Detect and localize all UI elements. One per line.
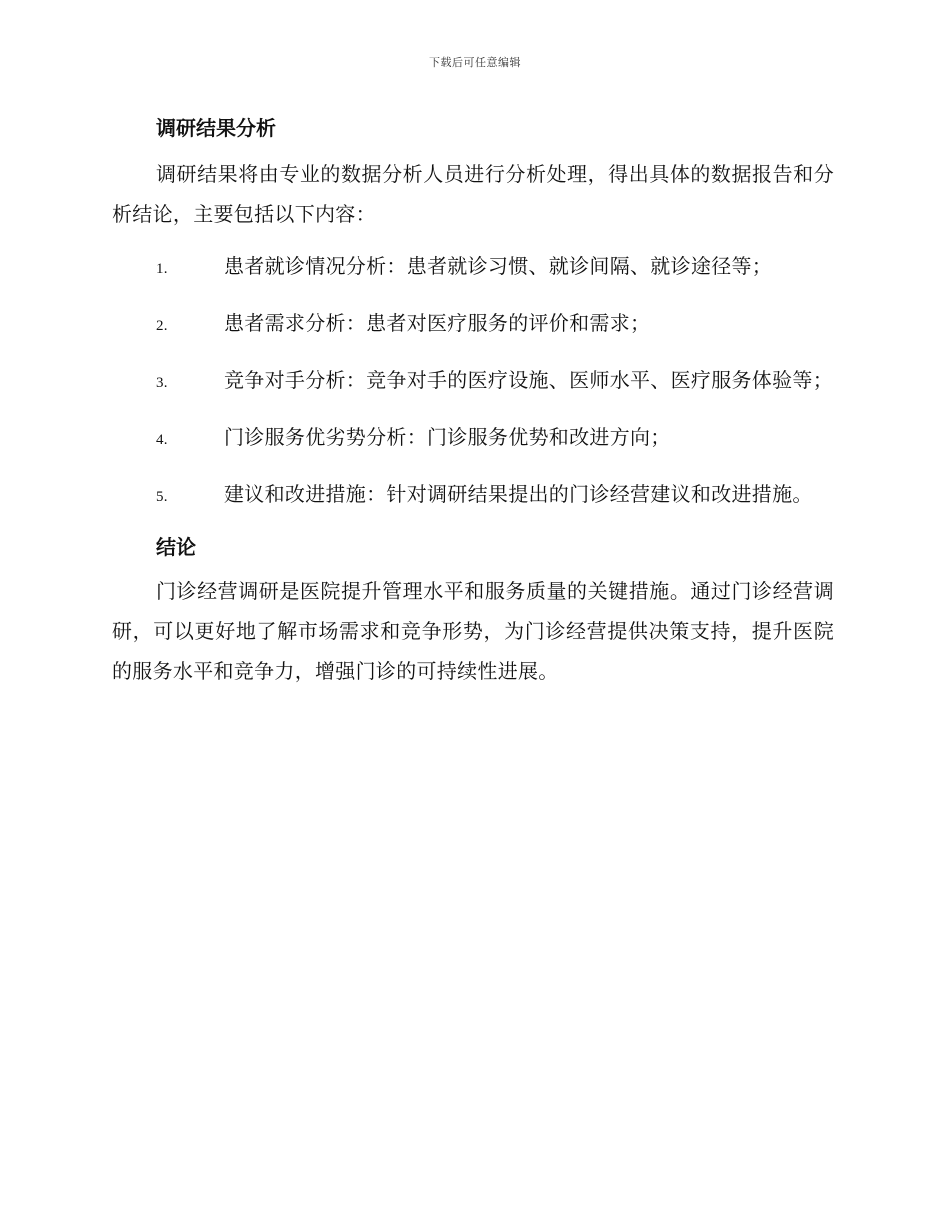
list-item-number: 3. xyxy=(156,375,168,391)
list-item-number: 2. xyxy=(156,318,168,334)
results-intro-paragraph: 调研结果将由专业的数据分析人员进行分析处理，得出具体的数据报告和分析结论，主要包括以下内容： xyxy=(112,162,834,226)
list-item xyxy=(112,246,834,289)
header-note: 下载后可任意编辑 xyxy=(429,56,521,69)
list-item-text: 建议和改进措施：针对调研结果提出的门诊经营建议和改进措施。 xyxy=(224,482,813,506)
section-heading-results: 调研结果分析 xyxy=(156,116,276,140)
list-item xyxy=(112,474,834,517)
list-item-text: 患者需求分析：患者对医疗服务的评价和需求； xyxy=(224,311,651,335)
document-body xyxy=(112,112,834,691)
list-item-text: 竞争对手分析：竞争对手的医疗设施、医师水平、医疗服务体验等； xyxy=(224,368,833,392)
conclusion-paragraph: 门诊经营调研是医院提升管理水平和服务质量的关键措施。通过门诊经营调研，可以更好地了解市场需求和竞争形势，为门诊经营提供决策支持，提升医院的服务水平和竞争力，增强门诊的可持续性进展。 xyxy=(112,579,834,683)
list-item xyxy=(112,360,834,403)
list-item xyxy=(112,417,834,460)
list-item xyxy=(112,303,834,346)
list-item-text: 门诊服务优劣势分析：门诊服务优势和改进方向； xyxy=(224,425,671,449)
list-item-text: 患者就诊情况分析：患者就诊习惯、就诊间隔、就诊途径等； xyxy=(224,254,773,278)
list-item-number: 4. xyxy=(156,432,168,448)
list-item-number: 1. xyxy=(156,261,168,277)
results-list xyxy=(112,246,834,517)
list-item-number: 5. xyxy=(156,489,168,505)
section-heading-conclusion: 结论 xyxy=(156,535,196,559)
